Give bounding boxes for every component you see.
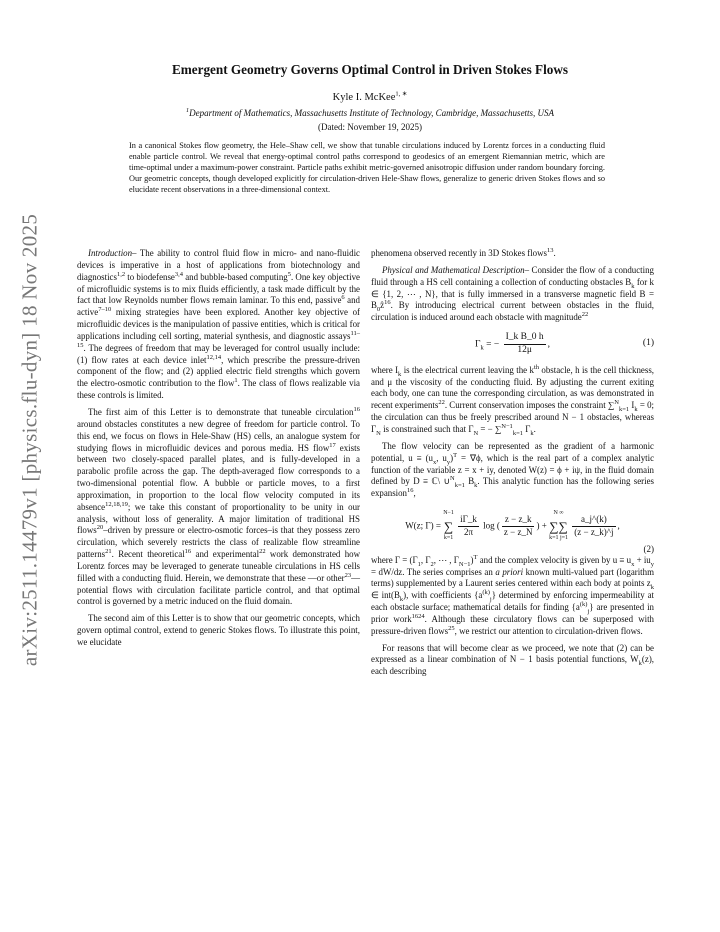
series-paragraph: where $\Gamma = (\Gamma_1$, $\Gamma_2$, ⋯ , $\Gamma_{N-1})^T$ and the complex velocity is given by $u \equiv u_x + iu_y = dW/dz$. The series comprises an a priori known multi-valued part (logarithm terms) supplemented by a Laurent series centered within each body at points $z_k$ ∈ $int(B_k)$, with coefficients $\{a^{(k)}_j\}$ determined by enforcing impermeability at each obstacle surface; mathematical details for finding $\{a^{(k)}_j\}$ are presented in prior work$^{1624}$. Although these circulatory flows can be superposed with pressure-driven flows$^{25}$, we restrict our attention to circulation-driven flows. xyxy=(371,553,655,636)
author-line xyxy=(80,92,660,103)
date-line: (Dated: November 19, 2025) xyxy=(318,122,422,132)
physical-lead: Physical and Mathematical Description– xyxy=(382,264,530,275)
first-aim-paragraph: The first aim of this Letter is to demonstrate that tuneable circulation$^{16}$ around obstacles constitutes a new degree of freedom for particle control. To this end, we focus on flows in Hele-Shaw (HS) cells, an analogue system for studying flows in microfluidic devices and porous media. HS flow$^{17}$ exists between two closely-spaced parallel plates, and is fully-developed in a parabolic profile across the gap. The depth-averaged flow corresponds to a two-dimensional potential flow. A bubble or particle moves, to a first approximation, in proportion to the local flow velocity computed in its absence$^{12,18,19}$; we take this constant of proportionality to be unity in our analysis, without loss of generality. A major limitation of traditional HS flows$^{20}$–driven by pressure or electro-osmotic forces–is that they possess zero circulation, which severely restricts the class of realizable flow streamline patterns$^{21}$. Recent theoretical$^{16}$ and experimental$^{22}$ work demonstrated how Lorentz forces may be leveraged to generate tuneable circulations in HS cells filled with a conducting fluid. Herein, we demonstrate that these —or other$^{23}$— potential flows with circulation facilitate particle control, and that optimal control is governed by a metric induced on the fluid domain. xyxy=(77,406,361,607)
right-column xyxy=(371,248,654,683)
arxiv-identifier: arXiv:2511.14479v1 [physics.flu-dyn] 18 Nov 2025 xyxy=(17,213,42,667)
equation-2: W(z; Γ) = N−1 ∑ k=1 $\frac{i\Gamma\_k}{2\pi}$ log ( $\frac{z - z\_k}{z - z\_N}$ ) + N ∞ ∑∑ k=1 j=1 $\frac{a\_j\^{}(k)}{(z - z\_k)\^{}j}$ , (2) xyxy=(405,510,654,555)
affiliation-text: Department of Mathematics, Massachusetts Institute of Technology, Cambridge, Massachusetts, USA xyxy=(189,108,555,118)
affiliation-mark: 1 xyxy=(185,107,190,114)
author-marks: 1, ∗ xyxy=(395,90,408,98)
arxiv-sidebar xyxy=(12,180,48,700)
author-name: Kyle I. McKee xyxy=(332,92,396,103)
affiliation xyxy=(60,108,680,118)
left-column xyxy=(77,248,360,654)
second-aim-paragraph: The second aim of this Letter is to show that our geometric concepts, which govern optimal control, extend to generic Stokes flows. To illustrate this point, we elucidate xyxy=(77,613,360,647)
continued-paragraph: phenomena observed recently in 3D Stokes flows$^{13}$. xyxy=(371,247,556,258)
current-paragraph: where $I_k$ is the electrical current leaving the $k^{th}$ obstacle, h is the cell thickness, and μ the viscosity of the conducting fluid. By adjusting the current exiting each body, one can tune the corresponding circulation, as was demonstrated in recent experiments$^{22}$. Current conservation imposes the constraint ∑$^N_{k=1}$ $I_k = 0$; the circulation can thus be freely prescribed around N − 1 obstacles, whereas $\Gamma_N$ is constrained such that $\Gamma_N$ = − ∑$^{N-1}_{k=1}$ $\Gamma_k$. xyxy=(371,363,655,437)
intro-paragraph: Introduction– The ability to control fluid flow in micro- and nano-fluidic devices is imperative in a host of applications from biotechnology and diagnostics$^{1,2}$ to biodefense$^{3,4}$ and bubble-based computing$^5$. One key objective of microfluidic systems is to mix fluids efficiently, a task made difficult by the fact that low Reynolds number flows remain laminar. To this end, passive$^6$ and active$^{7-10}$ mixing strategies have been explored. Another key objective of microfluidic devices is the manipulation of passive entities, which is critical for applications including cell sorting, material synthesis, and diagnostic assays$^{11-15}$. The degrees of freedom that may be leveraged for control usually include: (1) flow rates at each device inlet$^{12,14}$, which prescribe the pressure-driven component of the flow; and (2) applied electric field strengths which govern the electro-osmotic contribution to the flow$^1$. The class of flows realizable via these controls is limited. xyxy=(77,248,360,401)
velocity-paragraph: The flow velocity can be represented as the gradient of a harmonic potential, $u \equiv (u_x$, $u_y)^T = \nabla\phi$, which is the real part of a complex analytic function of the variable z = x + iy, denoted W(z) = ϕ + iψ, in the fluid domain defined by D ≡ ℂ\ ∪$^N_{k=1}$ $B_k$. This analytic function has the following series expansion$^{16}$, xyxy=(371,440,655,499)
abstract: In a canonical Stokes flow geometry, the Hele–Shaw cell, we show that tunable circulations induced by Lorentz forces in a conducting fluid enable particle control. We reveal that energy-optimal control paths correspond to geodesics of an emergent Riemannian metric, which are time-optimal under a maximum-power constraint. Particle paths exhibit metric-governed anisotropic diffusion under random boundary forcing. Our geometric concepts, though developed explicitly for circulation-driven Hele-Shaw flows, generalize to generic driven Stokes flows and so elucidate recent observations in a three-dimensional context. xyxy=(129,141,605,194)
equation-2-number: (2) xyxy=(643,544,654,555)
equation-1: $\Gamma_k$ = − $\frac{\text{I\_k B\_0 h}}{12\mu}$ , (1) xyxy=(475,332,654,355)
intro-lead: Introduction– xyxy=(88,248,137,258)
paper-title: Emergent Geometry Governs Optimal Control in Driven Stokes Flows xyxy=(171,62,569,77)
basis-paragraph: For reasons that will become clear as we proceed, we note that (2) can be expressed as a linear combination of N − 1 basis potential functions, $W_k(z)$, each describing xyxy=(371,642,654,677)
equation-1-fraction: $\frac{\text{I\_k B\_0 h}}{12\mu}$ xyxy=(505,332,544,355)
equation-1-number: (1) xyxy=(642,338,654,349)
physical-description-paragraph: Physical and Mathematical Description– Consider the flow of a conducting fluid through a HS cell containing a collection of conducting obstacles $B_k$ for k ∈ {1, 2, ⋯ , N}, that is fully immersed in a transverse magnetic field $B = B_0ẑ^{16}$. By introducing electrical current between obstacles in the fluid, circulation is induced around each obstacle with magnitude$^{22}$ xyxy=(371,264,654,323)
